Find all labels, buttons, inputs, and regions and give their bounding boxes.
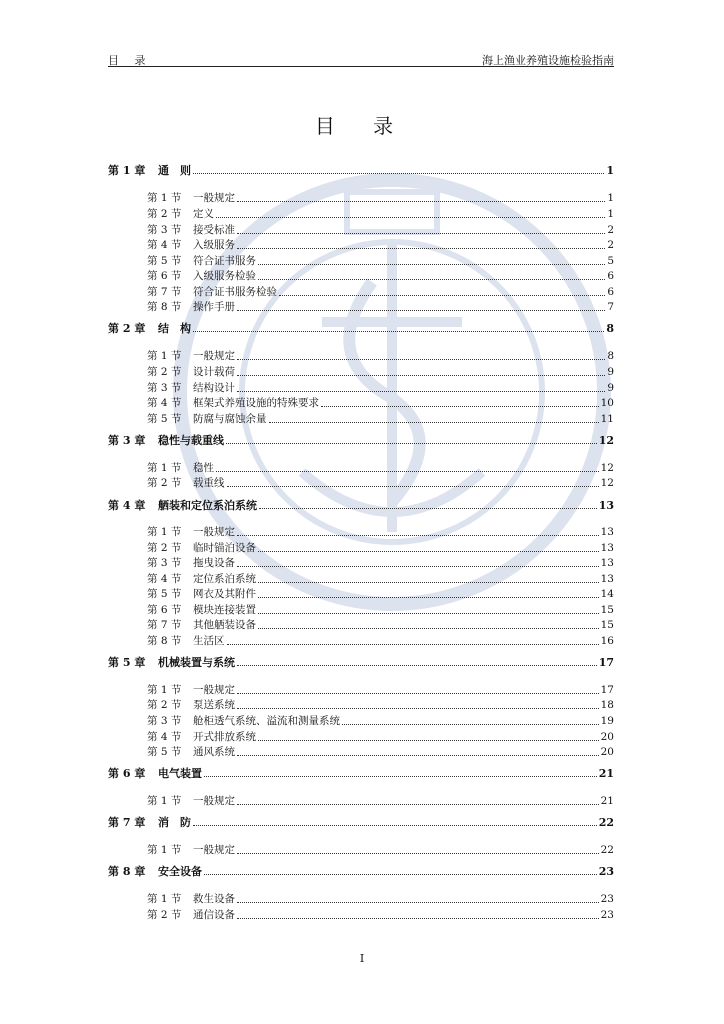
toc-entry-number: 第 1 节 [147, 795, 182, 807]
toc-dot-leader [193, 825, 597, 826]
toc-dot-leader [237, 566, 599, 567]
page-number: I [359, 952, 365, 965]
toc-dot-leader [226, 443, 597, 444]
toc-entry-title: 电气装置 [158, 767, 202, 780]
toc-entry-title: 载重线 [193, 477, 225, 489]
toc-entry-page: 15 [600, 604, 614, 616]
toc-entry-title: 一般规定 [193, 684, 235, 696]
toc-entry-title: 稳性 [193, 462, 214, 474]
toc-dot-leader [237, 248, 605, 249]
toc-section-entry[interactable] [108, 475, 614, 490]
toc-entry-page: 12 [600, 477, 614, 489]
toc-entry-number: 第 7 节 [147, 619, 182, 631]
toc-section-entry[interactable] [108, 411, 614, 426]
toc-entry-title: 定义 [193, 208, 214, 220]
toc-chapter-entry[interactable] [108, 497, 614, 512]
toc-section-entry[interactable] [108, 284, 614, 299]
toc-entry-page: 23 [600, 893, 614, 905]
toc-section-entry[interactable] [108, 586, 614, 601]
toc-entry-title: 网衣及其附件 [193, 588, 256, 600]
toc-entry-page: 2 [607, 224, 614, 236]
toc-entry-page: 21 [598, 767, 614, 780]
toc-dot-leader [258, 628, 599, 629]
toc-entry-page: 16 [600, 635, 614, 647]
toc-dot-leader [237, 665, 597, 666]
toc-entry-number: 第 2 节 [147, 208, 182, 220]
toc-entry-title: 操作手册 [193, 301, 235, 313]
toc-entry-page: 20 [600, 731, 614, 743]
toc-entry-title: 防腐与腐蚀余量 [193, 413, 267, 425]
toc-entry-page: 18 [600, 699, 614, 711]
toc-entry-number: 第 1 节 [147, 684, 182, 696]
toc-dot-leader [258, 264, 605, 265]
toc-dot-leader [216, 471, 599, 472]
toc-section-entry[interactable] [108, 744, 614, 759]
toc-dot-leader [237, 708, 599, 709]
toc-dot-leader [237, 310, 605, 311]
toc-dot-leader [342, 724, 599, 725]
toc-entry-number: 第 1 节 [147, 893, 182, 905]
toc-dot-leader [237, 201, 605, 202]
toc-entry-title: 入级服务检验 [193, 270, 256, 282]
toc-entry-number: 第 2 节 [147, 366, 182, 378]
toc-entry-number: 第 3 节 [147, 715, 182, 727]
toc-chapter-entry[interactable] [108, 863, 614, 878]
header-document-title: 海上渔业养殖设施检验指南 [482, 54, 614, 67]
toc-entry-page: 8 [607, 350, 614, 362]
toc-entry-title: 模块连接装置 [193, 604, 256, 616]
toc-entry-title: 一般规定 [193, 844, 235, 856]
toc-section-entry[interactable] [108, 793, 614, 808]
toc-section-entry[interactable] [108, 222, 614, 237]
toc-entry-page: 23 [598, 865, 614, 878]
toc-section-entry[interactable] [108, 237, 614, 252]
toc-chapter-entry[interactable] [108, 320, 614, 335]
toc-entry-number: 第 4 节 [147, 731, 182, 743]
toc-entry-number: 第 6 章 [108, 767, 146, 780]
toc-dot-leader [237, 804, 599, 805]
toc-dot-leader [258, 279, 605, 280]
toc-section-entry[interactable] [108, 253, 614, 268]
toc-section-entry[interactable] [108, 571, 614, 586]
toc-chapter-entry[interactable] [108, 432, 614, 447]
toc-entry-page: 21 [600, 795, 614, 807]
toc-entry-title: 设计载荷 [193, 366, 235, 378]
toc-entry-title: 稳性与载重线 [158, 434, 224, 447]
toc-dot-leader [258, 582, 599, 583]
toc-entry-title: 舾装和定位系泊系统 [158, 499, 257, 512]
toc-dot-leader [237, 359, 605, 360]
toc-entry-title: 框架式养殖设施的特殊要求 [193, 397, 319, 409]
toc-entry-page: 17 [598, 656, 614, 669]
toc-entry-number: 第 4 节 [147, 397, 182, 409]
toc-section-entry[interactable] [108, 268, 614, 283]
toc-entry-page: 1 [607, 208, 614, 220]
toc-entry-number: 第 5 章 [108, 656, 146, 669]
toc-entry-number: 第 3 节 [147, 382, 182, 394]
toc-dot-leader [237, 391, 605, 392]
toc-entry-page: 7 [607, 301, 614, 313]
toc-entry-number: 第 3 节 [147, 224, 182, 236]
toc-dot-leader [237, 693, 599, 694]
toc-entry-number: 第 1 节 [147, 350, 182, 362]
toc-section-entry[interactable] [108, 617, 614, 632]
toc-entry-page: 12 [600, 462, 614, 474]
toc-dot-leader [321, 406, 599, 407]
toc-entry-page: 15 [600, 619, 614, 631]
toc-entry-page: 13 [598, 499, 614, 512]
toc-entry-page: 17 [600, 684, 614, 696]
toc-section-entry[interactable] [108, 713, 614, 728]
toc-entry-title: 通信设备 [193, 909, 235, 921]
toc-entry-page: 8 [606, 322, 614, 335]
toc-section-entry[interactable] [108, 602, 614, 617]
toc-dot-leader [227, 644, 599, 645]
toc-entry-page: 9 [607, 366, 614, 378]
toc-entry-page: 9 [607, 382, 614, 394]
toc-entry-title: 符合证书服务检验 [193, 286, 277, 298]
toc-entry-page: 13 [600, 542, 614, 554]
toc-entry-number: 第 2 章 [108, 322, 146, 335]
toc-entry-number: 第 5 节 [147, 413, 182, 425]
toc-dot-leader [258, 613, 599, 614]
toc-entry-number: 第 4 章 [108, 499, 146, 512]
toc-dot-leader [216, 217, 605, 218]
toc-section-entry[interactable] [108, 380, 614, 395]
toc-entry-title: 舱柜透气系统、溢流和测量系统 [193, 715, 340, 727]
toc-chapter-entry[interactable] [108, 162, 614, 177]
toc-dot-leader [227, 486, 599, 487]
toc-entry-number: 第 5 节 [147, 588, 182, 600]
toc-entry-page: 20 [600, 746, 614, 758]
toc-entry-title: 生活区 [193, 635, 225, 647]
toc-entry-title: 接受标准 [193, 224, 235, 236]
toc-entry-title: 临时锚泊设备 [193, 542, 256, 554]
toc-section-entry[interactable] [108, 682, 614, 697]
toc-entry-page: 6 [607, 270, 614, 282]
toc-entry-page: 14 [600, 588, 614, 600]
toc-entry-title: 开式排放系统 [193, 731, 256, 743]
toc-section-entry[interactable] [108, 540, 614, 555]
toc-entry-title: 泵送系统 [193, 699, 235, 711]
toc-entry-title: 通风系统 [193, 746, 235, 758]
toc-section-entry[interactable] [108, 460, 614, 475]
toc-entry-number: 第 7 节 [147, 286, 182, 298]
toc-entry-title: 消 防 [158, 816, 191, 829]
toc-entry-page: 22 [600, 844, 614, 856]
toc-dot-leader [204, 776, 597, 777]
toc-dot-leader [237, 755, 599, 756]
toc-entry-page: 23 [600, 909, 614, 921]
toc-entry-page: 22 [598, 816, 614, 829]
toc-dot-leader [237, 375, 605, 376]
toc-dot-leader [258, 597, 599, 598]
toc-entry-number: 第 7 章 [108, 816, 146, 829]
toc-entry-number: 第 2 节 [147, 699, 182, 711]
toc-entry-page: 11 [600, 413, 614, 425]
toc-dot-leader [269, 422, 599, 423]
toc-entry-number: 第 6 节 [147, 270, 182, 282]
toc-entry-number: 第 4 节 [147, 239, 182, 251]
toc-entry-number: 第 8 节 [147, 635, 182, 647]
toc-section-entry[interactable] [108, 299, 614, 314]
toc-section-entry[interactable] [108, 364, 614, 379]
toc-entry-page: 5 [607, 255, 614, 267]
toc-entry-number: 第 5 节 [147, 746, 182, 758]
table-of-contents [108, 0, 614, 1024]
toc-dot-leader [259, 508, 597, 509]
toc-entry-page: 10 [600, 397, 614, 409]
toc-section-entry[interactable] [108, 633, 614, 648]
toc-entry-page: 19 [600, 715, 614, 727]
toc-entry-number: 第 8 节 [147, 301, 182, 313]
toc-dot-leader [237, 233, 605, 234]
toc-section-entry[interactable] [108, 206, 614, 221]
toc-entry-page: 2 [607, 239, 614, 251]
toc-dot-leader [204, 874, 597, 875]
toc-chapter-entry[interactable] [108, 765, 614, 780]
toc-entry-number: 第 6 节 [147, 604, 182, 616]
toc-entry-page: 13 [600, 557, 614, 569]
toc-dot-leader [279, 295, 605, 296]
toc-entry-page: 1 [606, 164, 614, 177]
toc-entry-title: 一般规定 [193, 795, 235, 807]
toc-section-entry[interactable] [108, 395, 614, 410]
page-title: 目 录 [314, 114, 410, 138]
toc-dot-leader [258, 551, 599, 552]
toc-entry-title: 定位系泊系统 [193, 573, 256, 585]
toc-entry-number: 第 1 节 [147, 844, 182, 856]
toc-section-entry[interactable] [108, 729, 614, 744]
toc-entry-number: 第 5 节 [147, 255, 182, 267]
toc-entry-page: 6 [607, 286, 614, 298]
toc-entry-title: 其他舾装设备 [193, 619, 256, 631]
toc-entry-page: 1 [607, 192, 614, 204]
toc-section-entry[interactable] [108, 555, 614, 570]
toc-dot-leader [237, 902, 599, 903]
toc-entry-number: 第 3 节 [147, 557, 182, 569]
toc-entry-number: 第 3 章 [108, 434, 146, 447]
toc-entry-number: 第 1 章 [108, 164, 146, 177]
toc-entry-title: 一般规定 [193, 192, 235, 204]
toc-entry-title: 入级服务 [193, 239, 235, 251]
toc-entry-title: 机械装置与系统 [158, 656, 235, 669]
toc-entry-page: 13 [600, 573, 614, 585]
toc-entry-title: 安全设备 [158, 865, 202, 878]
toc-entry-number: 第 1 节 [147, 462, 182, 474]
toc-entry-title: 救生设备 [193, 893, 235, 905]
toc-entry-title: 拖曳设备 [193, 557, 235, 569]
toc-entry-title: 结构设计 [193, 382, 235, 394]
toc-dot-leader [193, 331, 604, 332]
toc-dot-leader [237, 535, 599, 536]
toc-dot-leader [258, 740, 599, 741]
toc-entry-title: 结 构 [158, 322, 191, 335]
toc-section-entry[interactable] [108, 348, 614, 363]
toc-entry-title: 符合证书服务 [193, 255, 256, 267]
toc-entry-number: 第 2 节 [147, 909, 182, 921]
toc-entry-number: 第 2 节 [147, 477, 182, 489]
toc-dot-leader [237, 853, 599, 854]
toc-entry-title: 一般规定 [193, 350, 235, 362]
toc-section-entry[interactable] [108, 907, 614, 922]
toc-section-entry[interactable] [108, 842, 614, 857]
toc-entry-number: 第 8 章 [108, 865, 146, 878]
toc-entry-number: 第 2 节 [147, 542, 182, 554]
toc-chapter-entry[interactable] [108, 814, 614, 829]
toc-entry-title: 通 则 [158, 164, 191, 177]
toc-entry-page: 12 [598, 434, 614, 447]
toc-entry-title: 一般规定 [193, 526, 235, 538]
toc-entry-number: 第 1 节 [147, 192, 182, 204]
toc-entry-page: 13 [600, 526, 614, 538]
toc-section-entry[interactable] [108, 891, 614, 906]
toc-section-entry[interactable] [108, 524, 614, 539]
toc-chapter-entry[interactable] [108, 654, 614, 669]
toc-entry-number: 第 4 节 [147, 573, 182, 585]
toc-section-entry[interactable] [108, 697, 614, 712]
header-section-label: 目 录 [108, 54, 152, 67]
toc-dot-leader [237, 918, 599, 919]
toc-entry-number: 第 1 节 [147, 526, 182, 538]
toc-dot-leader [193, 173, 604, 174]
toc-section-entry[interactable] [108, 190, 614, 205]
